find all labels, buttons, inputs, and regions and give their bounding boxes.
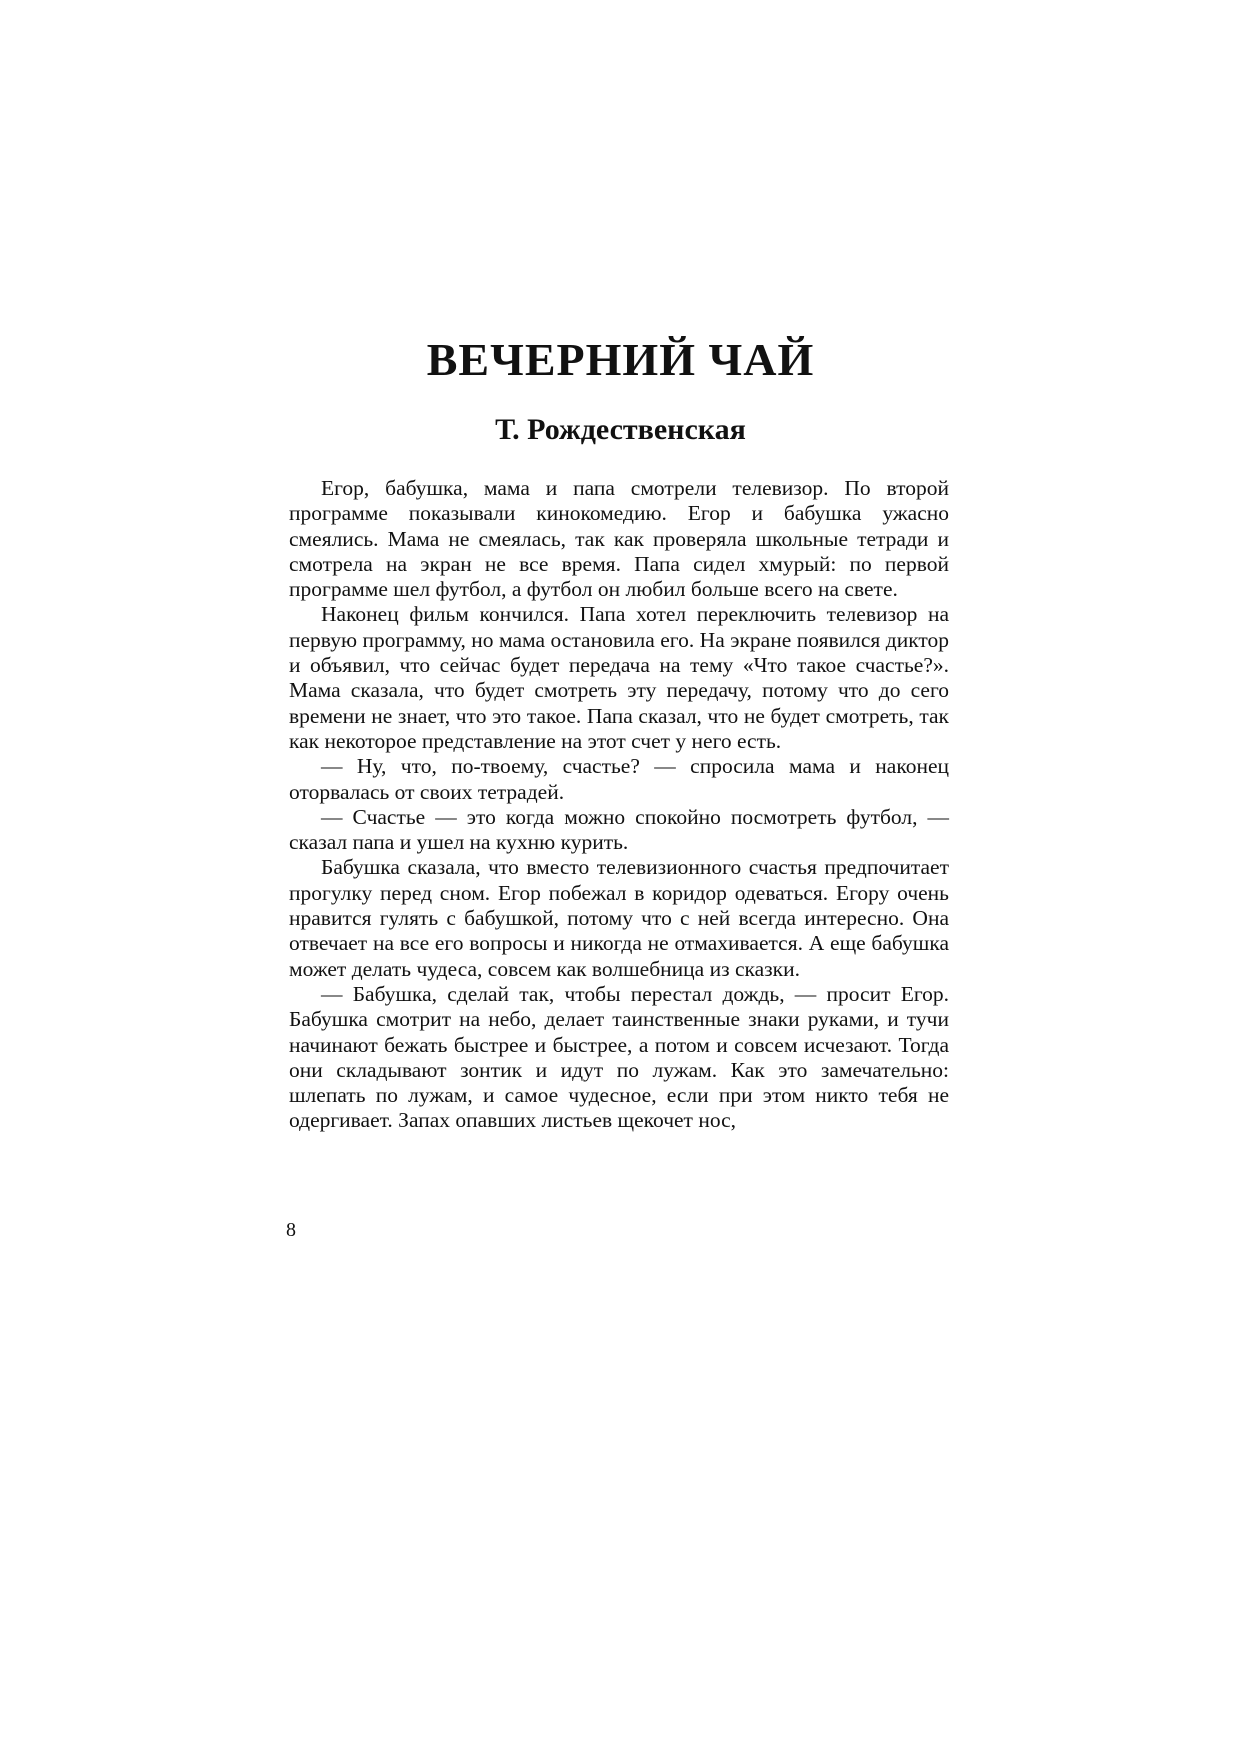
paragraph: Бабушка сказала, что вместо телевизионного счастья предпочитает прогулку перед сном. Егор побежал в коридор одеваться. Егору очень нравится гулять с бабушкой, потому что с ней всегда интересно. Она отвечает на все его вопросы и никогда не отмахивается. А еще бабушка может делать чудеса, совсем как волшебница из сказки. <box>289 855 949 981</box>
story-title: ВЕЧЕРНИЙ ЧАЙ <box>426 334 815 385</box>
paragraph: Егор, бабушка, мама и папа смотрели телевизор. По второй программе показывали кинокомедию. Егор и бабушка ужасно смеялись. Мама не смеялась, так как проверяла школьные тетради и смотрела на экран не все время. Папа сидел хмурый: по первой программе шел футбол, а футбол он любил больше всего на свете. <box>289 476 949 602</box>
page-number: 8 <box>286 1219 296 1241</box>
paragraph: — Ну, что, по-твоему, счастье? — спросила мама и наконец оторвалась от своих тетрадей. <box>289 754 949 804</box>
paragraph: — Счастье — это когда можно спокойно посмотреть футбол, — сказал папа и ушел на кухню курить. <box>289 804 949 855</box>
story-author: Т. Рождественская <box>495 413 746 446</box>
paragraph: Наконец фильм кончился. Папа хотел переключить телевизор на первую программу, но мама остановила его. На экране появился диктор и объявил, что сейчас будет передача на тему «Что такое счастье?». Мама сказала, что будет смотреть эту передачу, потому что до сего времени не знает, что это такое. Папа сказал, что не будет смотреть, так как некоторое представление на этот счет у него есть. <box>289 602 949 753</box>
paragraph: — Бабушка, сделай так, чтобы перестал дождь, — просит Егор. Бабушка смотрит на небо, делает таинственные знаки руками, и тучи начинают бежать быстрее и быстрее, а потом и совсем исчезают. Тогда они складывают зонтик и идут по лужам. Как это замечательно: шлепать по лужам, и самое чудесное, если при этом никто тебя не одергивает. Запах опавших листьев щекочет нос, <box>289 981 949 1133</box>
story-body <box>289 476 949 1134</box>
